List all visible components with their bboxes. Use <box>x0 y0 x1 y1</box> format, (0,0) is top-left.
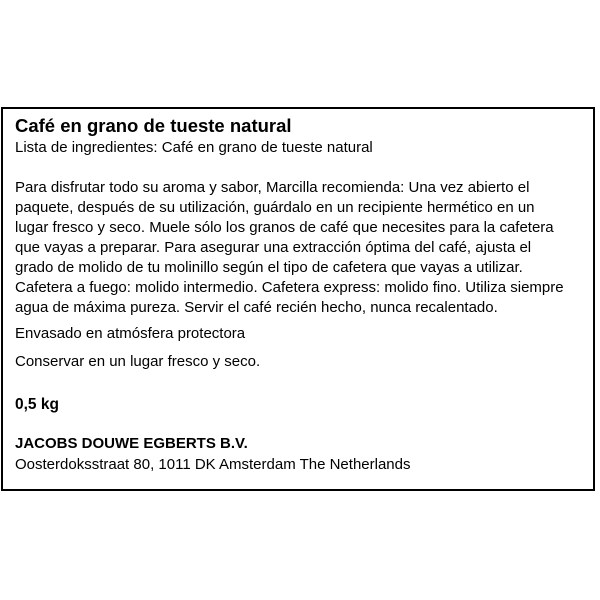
usage-instructions <box>15 178 564 318</box>
instructions-line: Cafetera a fuego: molido intermedio. Cafetera express: molido fino. Utiliza siempre <box>15 279 564 296</box>
storage-note: Conservar en un lugar fresco y seco. <box>15 353 261 370</box>
instructions-line: paquete, después de su utilización, guárdalo en un recipiente hermético en un <box>15 199 535 216</box>
product-title: Café en grano de tueste natural <box>15 115 292 136</box>
instructions-line: que vayas a preparar. Para asegurar una extracción óptima del café, ajusta el <box>15 239 532 256</box>
company-address: Oosterdoksstraat 80, 1011 DK Amsterdam The Netherlands <box>15 456 411 473</box>
packaging-note: Envasado en atmósfera protectora <box>15 325 246 342</box>
instructions-line: grado de molido de tu molinillo según el tipo de cafetera que vayas a utilizar. <box>15 259 523 276</box>
instructions-line: Para disfrutar todo su aroma y sabor, Marcilla recomienda: Una vez abierto el <box>15 179 530 196</box>
product-label-box <box>1 107 595 491</box>
instructions-line: agua de máxima pureza. Servir el café recién hecho, nunca recalentado. <box>15 299 498 316</box>
instructions-line: lugar fresco y seco. Muele sólo los granos de café que necesites para la cafetera <box>15 219 554 236</box>
company-name: JACOBS DOUWE EGBERTS B.V. <box>15 435 248 452</box>
ingredients-text: Lista de ingredientes: Café en grano de tueste natural <box>15 139 373 156</box>
net-weight: 0,5 kg <box>15 396 59 413</box>
